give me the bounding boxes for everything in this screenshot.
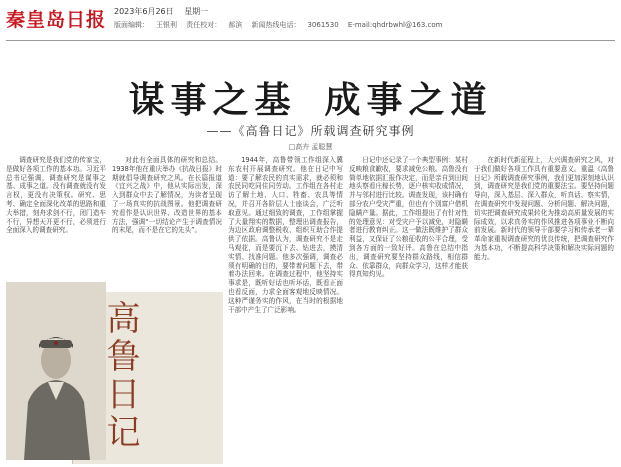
column-3 (228, 156, 343, 460)
issue-weekday: 星期一 (184, 7, 209, 16)
book-title: 高鲁日记 (100, 300, 140, 452)
column-1-text: 调查研究是我们党的传家宝，是做好各项工作的基本功。习近平总书记强调，调查研究是谋事之基、成事之道。没有调查就没有发言权，更没有决策权。研究、思考、确定全面深化改革的思路和重大举措，刻舟求剑不行，闭门造车不行，异想天开更不行，必须进行全面深入的调查研究。 (6, 156, 106, 235)
column-2-text: 对此有全面具体的研究和总结。1938年他在重庆举办《抗战日报》时期就倡导调查研究之风。在长篇报道《宜兴之战》中，他从实际出发，深入到群众中去了解情况，为读者呈现了一场真实的抗战图景。他把调查研究看作是认识世界、改造世界的基本方法，强调“一切结论产生于调查情况的末尾，而不是在它的先头”。 (112, 156, 222, 235)
masthead (0, 0, 621, 42)
column-5-text: 在新时代新征程上，大兴调查研究之风，对于我们做好各项工作具有重要意义。重温《高鲁日记》所载调查研究事例，我们更加深刻地认识到，调查研究是我们党的重要法宝。要坚持问题导向，深入基层、深入群众，听真话、察实情，在调查研究中发现问题、分析问题、解决问题，切实把调查研究成果转化为推动高质量发展的实际成效，以求真务实的作风推进各项事业不断向前发展。新时代的领导干部要学习和传承老一辈革命家重视调查研究的优良传统，把调查研究作为基本功，不断提高科学决策和解决实际问题的能力。 (474, 156, 614, 261)
headline (0, 72, 621, 123)
headline-right: 成事之道 (324, 79, 493, 121)
column-1 (6, 156, 106, 262)
column-4 (349, 156, 468, 460)
column-2 (112, 156, 222, 280)
headline-left: 谋事之基 (128, 79, 297, 121)
column-4-text: 日记中还记录了一个典型事例：某村反映粮食歉收，要求减免公粮。高鲁没有简单地依据汇报作决定，而是亲自到田间地头察看庄稼长势，逐户核实收成情况，并与邻村进行比较。调查发现，该村确有部分农户受灾严重，但也有个别富户借机隐瞒产量。据此，工作组提出了有针对性的处理意见：对受灾户予以减免，对隐瞒者进行教育纠正。这一做法既维护了群众利益，又保证了公粮征收的公平合理，受到各方面的一致好评。高鲁在总结中指出，调查研究要坚持群众路线，相信群众、依靠群众，向群众学习，这样才能获得真知灼见。 (349, 156, 468, 279)
subtitle: ——《高鲁日记》所载调查研究事例 (206, 124, 415, 138)
phone-label: 新闻热线电话： (251, 21, 301, 29)
editor-label: 版面编辑： (114, 21, 149, 29)
issue-date: 2023年6月26日 (114, 7, 174, 16)
proof-name: 郝滨 (228, 21, 243, 29)
header-divider (6, 40, 615, 41)
issue-line (114, 6, 216, 17)
column-5 (474, 156, 614, 460)
editor-name: 王银利 (156, 21, 177, 29)
staff-line (114, 20, 449, 30)
newspaper-logo: 秦皇岛日报 (6, 9, 107, 31)
email-address: E-mail:qhdrbwhl@163.com (347, 21, 443, 29)
phone-number: 3061530 (307, 21, 339, 29)
portrait-photo (6, 282, 106, 460)
column-3-text: 1944年，高鲁带领工作组深入冀东农村开展调查研究。他在日记中写道：要了解农民的真实需求，就必须和农民同吃同住同劳动。工作组在各村走访了解土地、人口、牲畜、农具等情况，并召开各阶层人士座谈会，广泛听取意见。通过细致的调查，工作组掌握了大量翔实的数据，整理出调查报告，为边区政府调整税收、组织互助合作提供了依据。高鲁认为，调查研究不是走马观花，而是要沉下去、钻进去，摸清实情、找准问题。他多次强调，调查必须有明确的目的，要带着问题下去，带着办法回来。在调查过程中，他坚持实事求是，既听好话也听坏话，既看正面也看反面，力求全面客观地反映情况。这种严谨务实的作风，在当时的根据地干部中产生了广泛影响。 (228, 156, 343, 314)
proof-label: 责任校对： (186, 21, 222, 29)
byline: □高卉 孟聪慧 (288, 143, 333, 151)
